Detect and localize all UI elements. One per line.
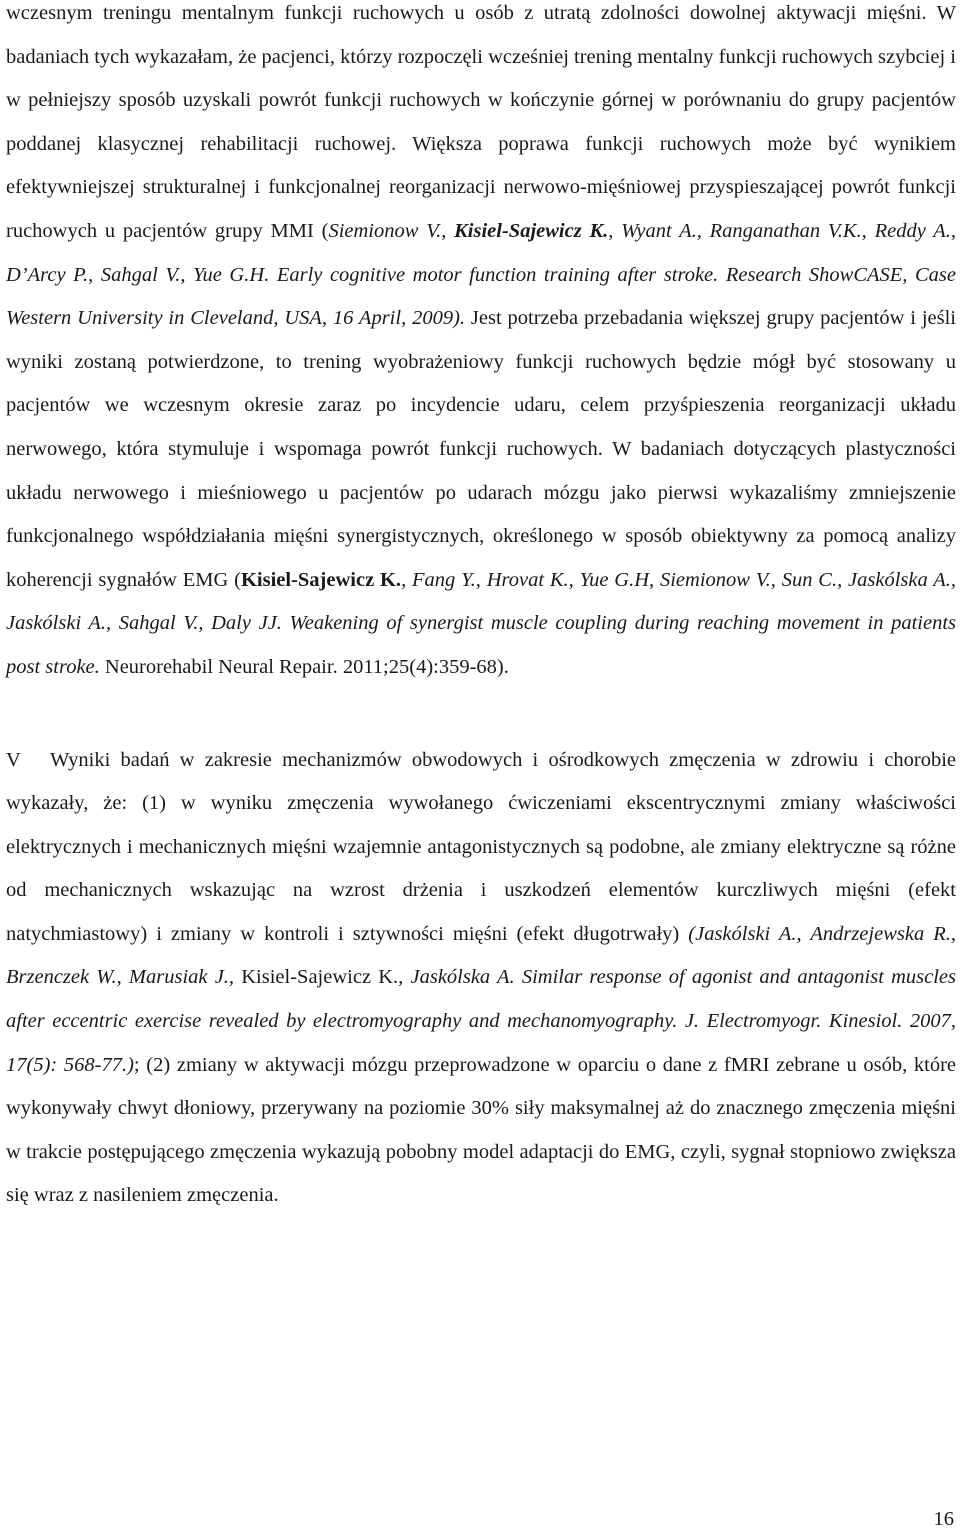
citation-separator: , (441, 219, 455, 242)
body-text: Wyniki badań w zakresie mechanizmów obwodowych i ośrodkowych zmęczenia w zdrowiu i chorobie wykazały, że: (1) w wyniku zmęczenia wywołanego ćwiczeniami ekscentrycznymi zmiany właściwości elektrycznych i mechanicznych mięśni wzajemnie antagonistycznych są podobne, ale zmiany elektryczne są różne od mechanicznych wskazując na wzrost drżenia i uszkodzeń elementów kurczliwych mięśni (efekt natychmiastowy) i zmiany w kontroli i sztywności mięśni (efekt długotrwały) (6, 748, 956, 945)
citation: , Wyant A., Ranganathan V.K., Reddy A., D’Arcy P., Sahgal V., Yue G.H. Early cognitive motor function training after stroke. Research ShowCASE, Case Western University in Cleveland, USA, 16 April, 2009). (6, 219, 957, 330)
citation: (Jaskólski A., Andrzejewska R., Brzenczek W., Marusiak J., (6, 922, 956, 989)
section-numeral: V (6, 748, 21, 771)
paragraph-fatigue-results (6, 739, 956, 1219)
body-text: Jest potrzeba przebadania większej grupy pacjentów i jeśli wyniki zostaną potwierdzone, to trening wyobrażeniowy funkcji ruchowych będzie mógł być stosowany u pacjentów we wczesnym okresie zaraz po incydencie udaru, celem przyśpieszenia reorganizacji układu nerwowego, która stymuluje i wspomaga powrót funkcji ruchowych. W badaniach dotyczących plastyczności układu nerwowego i mieśniowego u pacjentów po udarach mózgu jako pierwsi wykazaliśmy zmniejszenie funkcjonalnego współdziałania mięśni synergistycznych, określonego w sposób obiektywny za pomocą analizy koherencji sygnałów EMG ( (6, 307, 956, 591)
citation: Siemionow V. (328, 219, 442, 242)
body-text: ; (2) zmiany w aktywacji mózgu przeprowadzone w oparciu o dane z fMRI zebrane u osób, które wykonywały chwyt dłoniowy, przerywany na poziomie 30% siły maksymalnej aż do znacznego zmęczenia mięśni w trakcie postępującego zmęczenia wykazują pobobny model adaptacji do EMG, czyli, sygnał stopniowo zwiększa się wraz z nasileniem zmęczenia. (6, 1053, 956, 1207)
body-text: wczesnym treningu mentalnym funkcji ruchowych u osób z utratą zdolności dowolnej aktywacji mięśni. W badaniach tych wykazałam, że pacjenci, którzy rozpoczęli wcześniej trening mentalny funkcji ruchowych szybciej i w pełniejszy sposób uzyskali powrót funkcji ruchowych w kończynie górnej w porównaniu do grupy pacjentów poddanej klasycznej rehabilitacji ruchowej. Większa poprawa funkcji ruchowych może być wynikiem efektywniejszej strukturalnej i funkcjonalnej reorganizacji nerwowo-mięśniowej przyspieszającej powrót funkcji ruchowych u pacjentów grupy MMI ( (6, 2, 956, 242)
body-text: Neurorehabil Neural Repair. 2011;25(4):359-68). (99, 655, 509, 678)
paragraph-mental-training (6, 0, 956, 690)
document-page (6, 0, 956, 1218)
citation: , Fang Y., Hrovat K., Yue G.H, Siemionow V., Sun C., Jaskólska A., Jaskólski A., Sahgal V., Daly JJ. Weakening of synergist muscle coupling during reaching movement in patients post stroke. (6, 568, 956, 678)
author-highlight: Kisiel-Sajewicz K. (241, 966, 399, 989)
author-highlight: Kisiel-Sajewicz K. (454, 219, 609, 242)
citation: , Jaskólska A. Similar response of agonist and antagonist muscles after eccentric exercise revealed by electromyography and mechanomyography. J. Electromyogr. Kinesiol. 2007, 17(5): 568-77.) (6, 966, 957, 1076)
page-number: 16 (933, 1508, 954, 1530)
author-highlight: Kisiel-Sajewicz K. (240, 568, 402, 591)
